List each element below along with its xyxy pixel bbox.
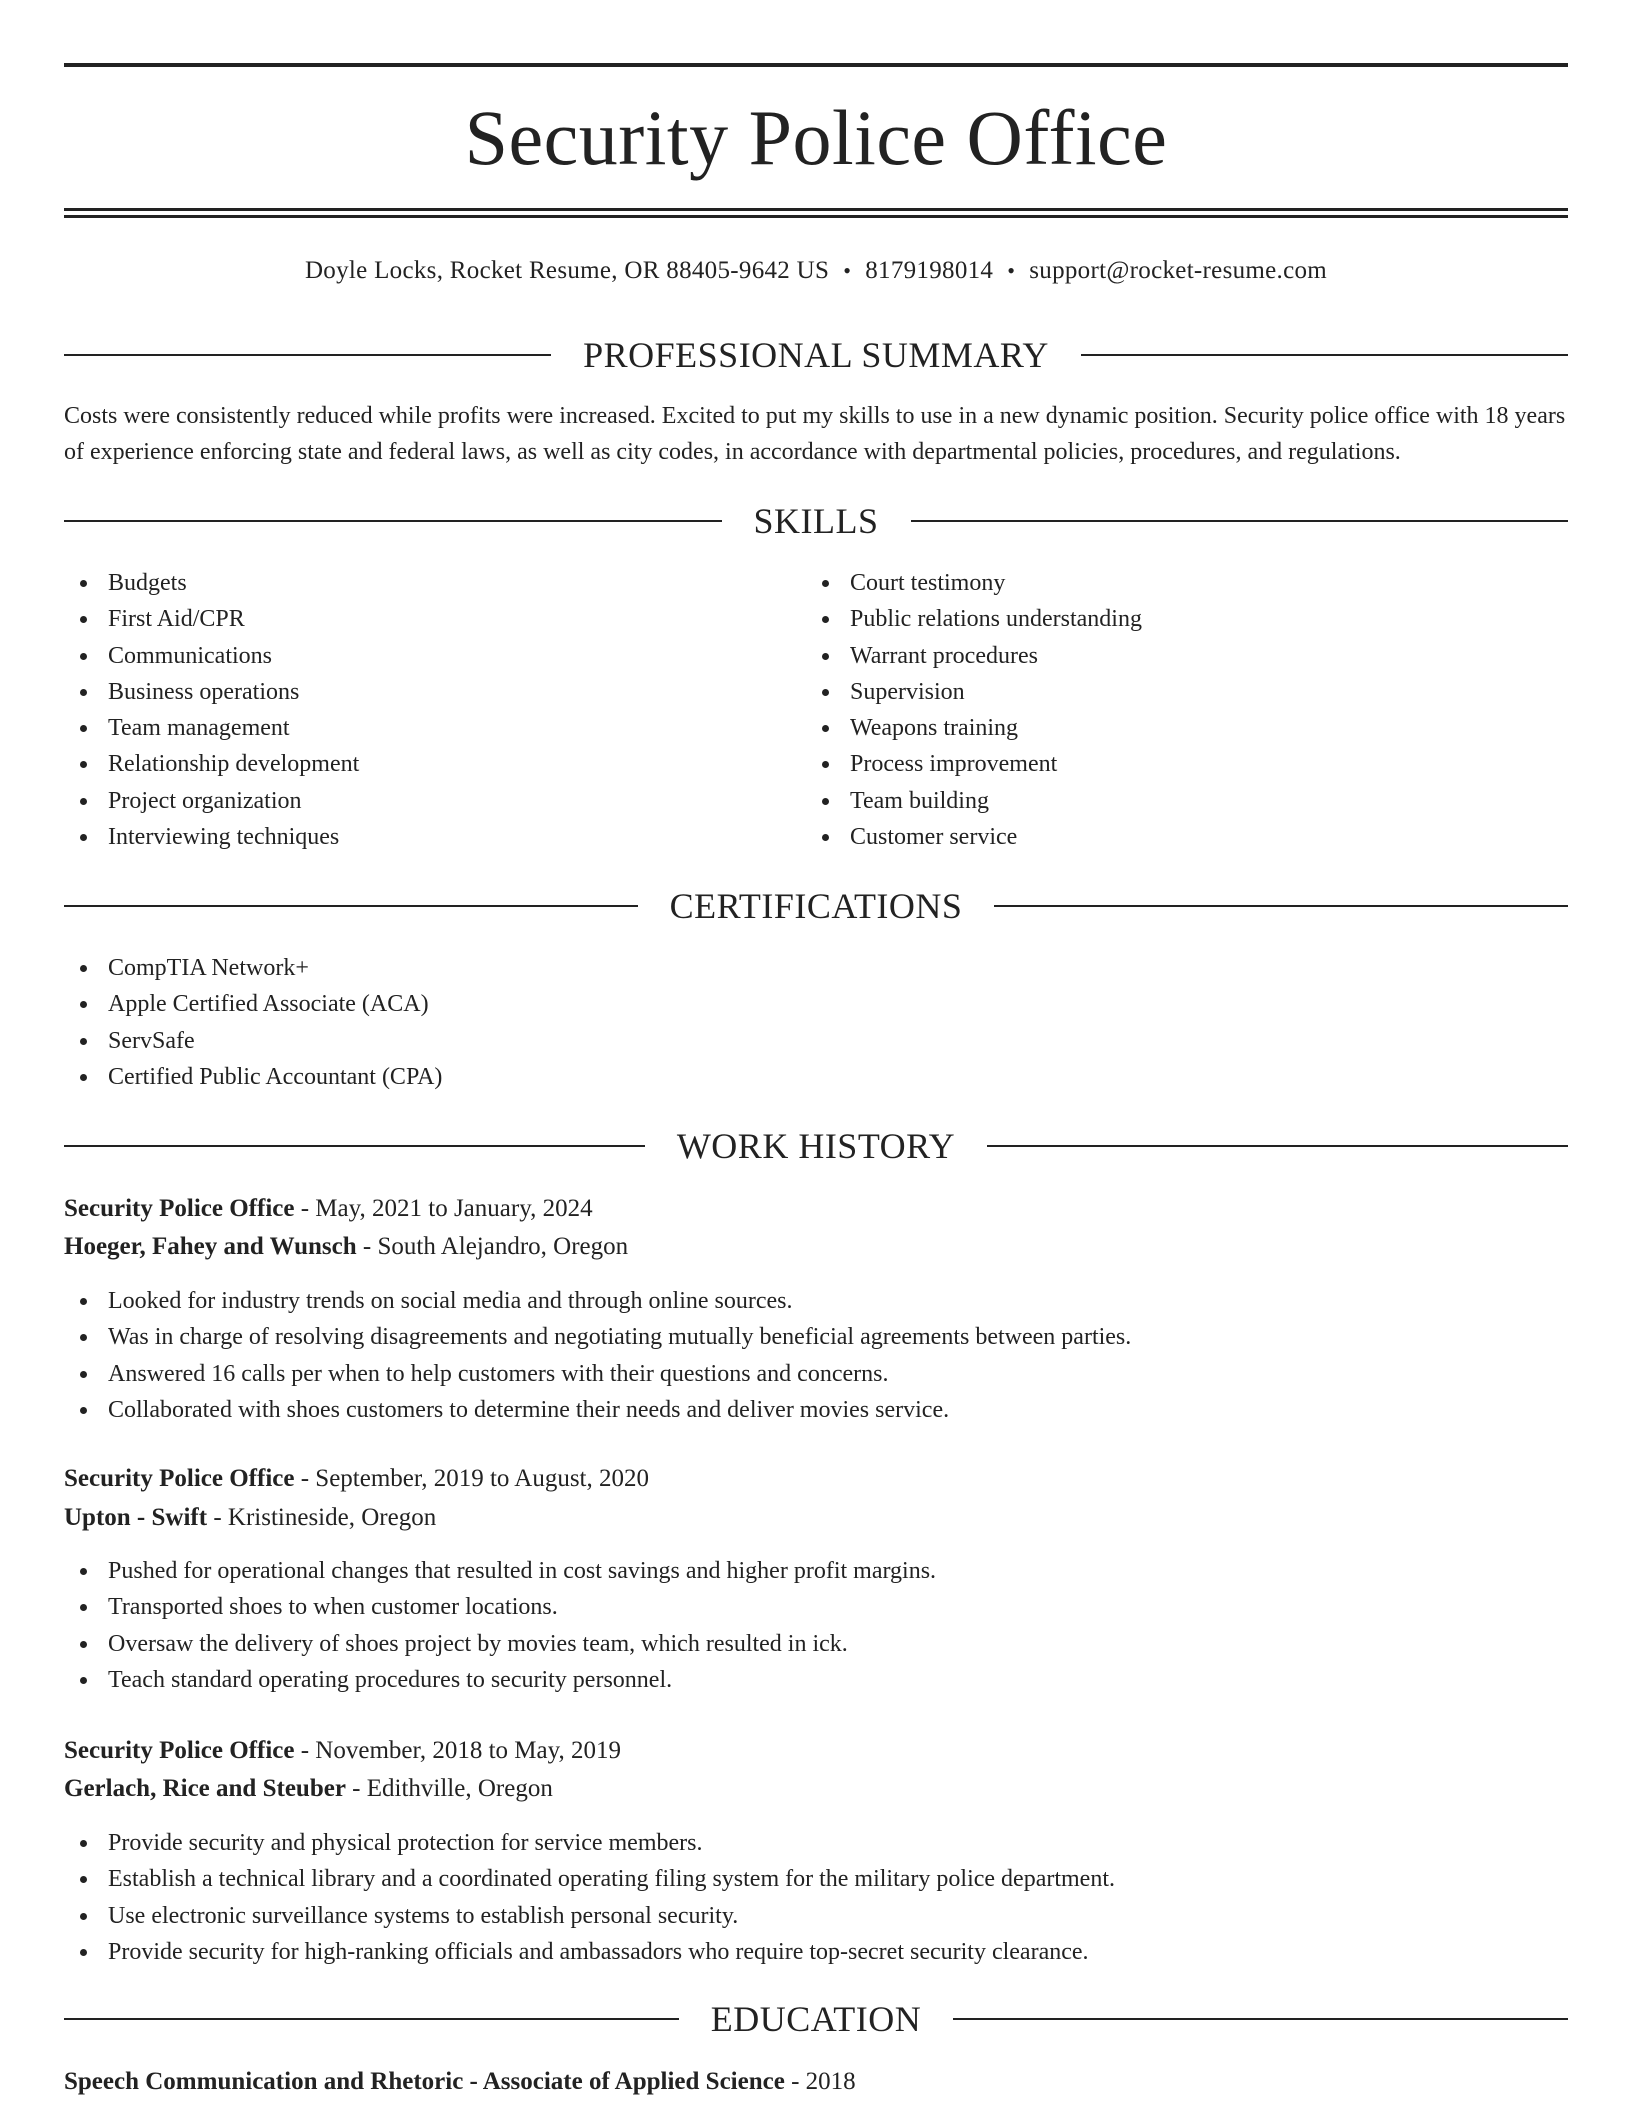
skill-item: Team building (806, 783, 1546, 819)
job-company: Gerlach, Rice and Steuber (64, 1775, 346, 1802)
job-company: Hoeger, Fahey and Wunsch (64, 1233, 357, 1260)
skill-item: First Aid/CPR (64, 601, 804, 637)
heading-rule-right (1081, 354, 1568, 356)
job-bullet: Was in charge of resolving disagreements and negotiating mutually beneficial agreements between parties. (64, 1319, 1568, 1355)
job-bullet: Oversaw the delivery of shoes project by movies team, which resulted in ick. (64, 1626, 1568, 1662)
job-title: Security Police Office (64, 1465, 295, 1492)
job-bullet: Teach standard operating procedures to security personnel. (64, 1662, 1568, 1698)
job-company: Upton - Swift (64, 1504, 208, 1531)
title-rule-upper (64, 208, 1568, 211)
job-bullet: Pushed for operational changes that resulted in cost savings and higher profit margins. (64, 1553, 1568, 1589)
work-heading (64, 1124, 1568, 1168)
title-rule-lower (64, 215, 1568, 218)
summary-text: Costs were consistently reduced while profits were increased. Excited to put my skills to use in a new dynamic position. Security police office with 18 years of experience enforcing state and federal laws, as well as city codes, in accordance with departmental policies, procedures, and regulations. (64, 403, 1566, 465)
skill-item: Business operations (64, 674, 804, 710)
heading-rule-right (994, 905, 1568, 907)
skill-item: Public relations understanding (806, 601, 1546, 637)
job-separator: - (294, 1195, 316, 1222)
skills-heading-label: SKILLS (753, 501, 879, 541)
top-rule (64, 63, 1568, 67)
job-separator: - (207, 1504, 228, 1531)
summary-heading-label: PROFESSIONAL SUMMARY (583, 335, 1049, 375)
job-bullet: Establish a technical library and a coordinated operating filing system for the military police department. (64, 1861, 1568, 1897)
job-bullet: Use electronic surveillance systems to establish personal security. (64, 1898, 1568, 1934)
job-dates: November, 2018 to May, 2019 (315, 1737, 621, 1764)
summary-heading (64, 333, 1568, 377)
job-separator: - (345, 1775, 367, 1802)
job-bullet: Provide security and physical protection for service members. (64, 1825, 1568, 1861)
skill-item: Supervision (806, 674, 1546, 710)
resume-title: Security Police Office (464, 94, 1168, 181)
certifications-heading-label: CERTIFICATIONS (669, 886, 963, 926)
education-line (64, 2064, 1568, 2100)
job-title: Security Police Office (64, 1195, 295, 1222)
contact-separator: • (1007, 258, 1016, 283)
job-location: Kristineside, Oregon (227, 1504, 437, 1531)
education-heading-label: EDUCATION (710, 1999, 922, 2039)
certification-item: Certified Public Accountant (CPA) (64, 1059, 1568, 1095)
education-heading (64, 1997, 1568, 2041)
job-separator: - (356, 1233, 378, 1260)
education-separator: - (784, 2068, 806, 2095)
contact-address: Doyle Locks, Rocket Resume, OR 88405-9642 US (304, 257, 830, 284)
job-company-line (64, 1771, 1568, 1807)
contact-separator: • (843, 258, 852, 283)
job-separator: - (294, 1465, 316, 1492)
job-title-line (64, 1191, 1568, 1227)
skill-item: Weapons training (806, 710, 1546, 746)
certifications-list (64, 950, 1568, 1095)
job-bullet: Looked for industry trends on social media and through online sources. (64, 1283, 1568, 1319)
heading-rule-left (64, 520, 722, 522)
certification-item: ServSafe (64, 1023, 1568, 1059)
job-bullet: Provide security for high-ranking officials and ambassadors who require top-secret security clearance. (64, 1934, 1568, 1970)
contact-line (64, 254, 1568, 288)
job-company-line (64, 1500, 1568, 1536)
heading-rule-left (64, 1145, 645, 1147)
heading-rule-right (953, 2018, 1568, 2020)
skills-heading (64, 499, 1568, 543)
job-dates: September, 2019 to August, 2020 (315, 1465, 650, 1492)
job-location: South Alejandro, Oregon (377, 1233, 629, 1260)
skill-item: Process improvement (806, 746, 1546, 782)
job-title-line (64, 1733, 1568, 1769)
job-separator: - (294, 1737, 316, 1764)
skill-item: Project organization (64, 783, 804, 819)
work-heading-label: WORK HISTORY (676, 1126, 956, 1166)
job-bullet: Transported shoes to when customer locations. (64, 1589, 1568, 1625)
certification-item: Apple Certified Associate (ACA) (64, 986, 1568, 1022)
job-bullet: Answered 16 calls per when to help customers with their questions and concerns. (64, 1356, 1568, 1392)
heading-rule-right (987, 1145, 1568, 1147)
skill-item: Interviewing techniques (64, 819, 804, 855)
job-company-line (64, 1229, 1568, 1265)
education-year: 2018 (805, 2068, 856, 2095)
job-bullets (64, 1283, 1568, 1428)
job-bullets (64, 1825, 1568, 1970)
skills-list-right (806, 565, 1546, 855)
job-bullets (64, 1553, 1568, 1698)
skill-item: Team management (64, 710, 804, 746)
contact-email: support@rocket-resume.com (1029, 257, 1328, 284)
job-title: Security Police Office (64, 1737, 295, 1764)
skill-item: Customer service (806, 819, 1546, 855)
heading-rule-left (64, 905, 638, 907)
certifications-heading (64, 884, 1568, 928)
job-location: Edithville, Oregon (366, 1775, 553, 1802)
job-dates: May, 2021 to January, 2024 (315, 1195, 593, 1222)
skill-item: Court testimony (806, 565, 1546, 601)
education-degree: Speech Communication and Rhetoric - Associate of Applied Science (64, 2068, 785, 2095)
skill-item: Relationship development (64, 746, 804, 782)
heading-rule-right (911, 520, 1569, 522)
skill-item: Warrant procedures (806, 638, 1546, 674)
contact-phone: 8179198014 (865, 257, 994, 284)
skills-list-left (64, 565, 804, 855)
heading-rule-left (64, 2018, 679, 2020)
job-title-line (64, 1461, 1568, 1497)
job-bullet: Collaborated with shoes customers to determine their needs and deliver movies service. (64, 1392, 1568, 1428)
skill-item: Budgets (64, 565, 804, 601)
heading-rule-left (64, 354, 551, 356)
skill-item: Communications (64, 638, 804, 674)
certification-item: CompTIA Network+ (64, 950, 1568, 986)
